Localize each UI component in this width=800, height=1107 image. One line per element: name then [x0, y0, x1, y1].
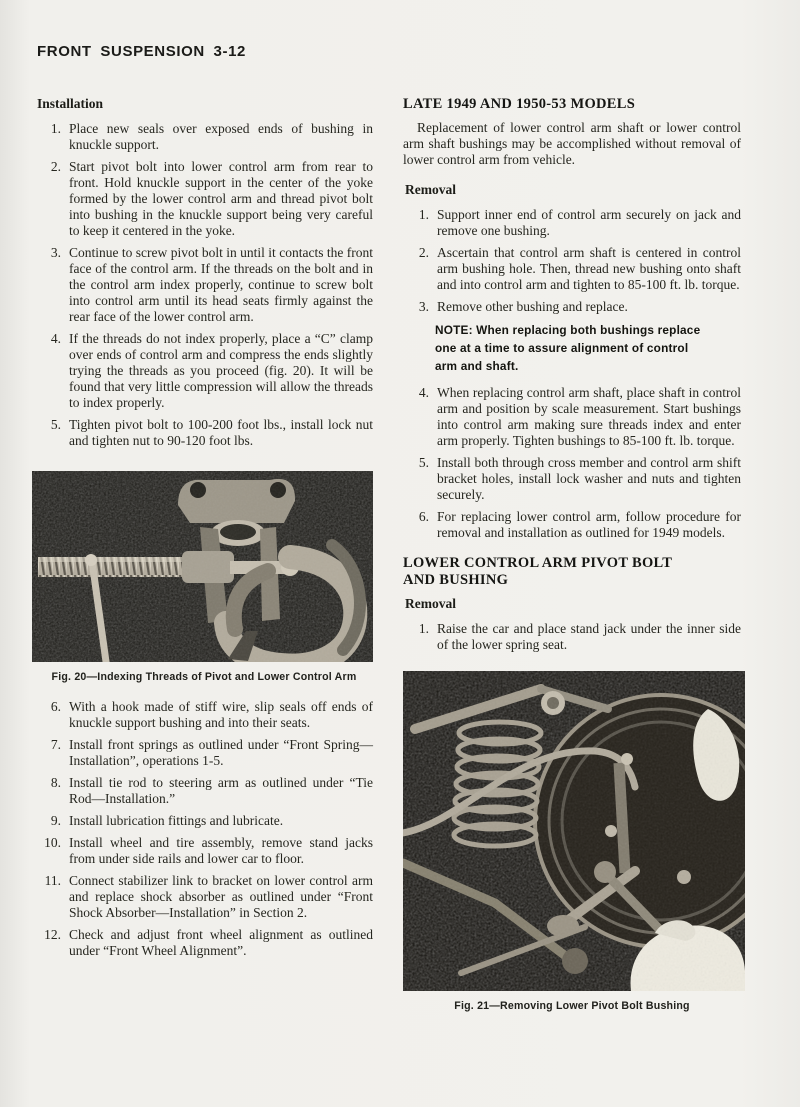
step-number: 1. — [50, 121, 61, 136]
step-text: Ascertain that control arm shaft is centered in control arm bushing hole. Then, thread new bushing onto shaft and into control arm and tighten to 85-100 ft. lb. torque. — [437, 245, 741, 292]
removal-step-2 — [403, 245, 741, 293]
step-text: Install wheel and tire assembly, remove stand jacks from under side rails and lower car to floor. — [69, 835, 373, 866]
page-header: FRONT SUSPENSION 3-12 — [37, 43, 246, 60]
step-text: Install lubrication fittings and lubricate. — [69, 813, 284, 828]
step-text: When replacing control arm shaft, place shaft in control arm and position by scale measurement. Start bushings into control arm making sure threads index and enter arm properly. Tighten bushings to 85-100 ft. lb. torque. — [437, 385, 741, 448]
installation-step-6 — [35, 699, 373, 731]
installation-step-12 — [35, 927, 373, 959]
step-text: Connect stabilizer link to bracket on lower control arm and replace shock absorber as outlined under “Front Shock Absorber—Installation” in Section 2. — [69, 873, 373, 920]
step-text: Tighten pivot bolt to 100-200 foot lbs., install lock nut and tighten nut to 90-120 foot lbs. — [69, 417, 373, 448]
step-text: Install both through cross member and control arm shift bracket holes, install lock washer and nuts and tighten securely. — [437, 455, 741, 502]
note-block: NOTE: When replacing both bushings replace one at a time to assure alignment of control arm and shaft. — [435, 323, 701, 373]
step-text: For replacing lower control arm, follow procedure for removal and installation as outlined for 1949 models. — [437, 509, 741, 540]
step-number: 10. — [44, 835, 61, 850]
step-number: 8. — [50, 775, 61, 790]
removal-step-6 — [403, 509, 741, 541]
installation-step-5 — [35, 417, 373, 449]
step-number: 1. — [418, 207, 429, 222]
left-column — [35, 96, 373, 965]
pivot-bolt-heading-line1: LOWER CONTROL ARM PIVOT BOLT — [403, 555, 673, 571]
figure-20-caption: Fig. 20—Indexing Threads of Pivot and Lower Control Arm — [51, 671, 357, 683]
installation-step-7 — [35, 737, 373, 769]
figure-21-photo — [403, 671, 745, 991]
pivot-removal-step-1 — [403, 621, 741, 653]
installation-heading: Installation — [37, 96, 104, 111]
installation-step-4 — [35, 331, 373, 411]
step-number: 6. — [50, 699, 61, 714]
step-number: 6. — [418, 509, 429, 524]
step-number: 3. — [418, 299, 429, 314]
removal-step-4 — [403, 385, 741, 449]
step-text: Start pivot bolt into lower control arm from rear to front. Hold knuckle support in the center of the yoke formed by the lower control arm and thread pivot bolt into bushing in the knuckle support being very careful to keep it centered in the yoke. — [69, 159, 373, 238]
step-number: 4. — [50, 331, 61, 346]
pivot-removal-heading: Removal — [405, 596, 456, 611]
installation-step-11 — [35, 873, 373, 921]
step-text: With a hook made of stiff wire, slip seals off ends of knuckle support bushing and into their seats. — [69, 699, 373, 730]
installation-step-3 — [35, 245, 373, 325]
step-text: Support inner end of control arm securely on jack and remove one bushing. — [437, 207, 741, 238]
step-number: 11. — [44, 873, 61, 888]
step-text: Install front springs as outlined under “Front Spring—Installation”, operations 1-5. — [69, 737, 373, 768]
step-number: 5. — [50, 417, 61, 432]
step-text: Remove other bushing and replace. — [437, 299, 628, 314]
step-text: Place new seals over exposed ends of bushing in knuckle support. — [69, 121, 373, 152]
step-number: 1. — [418, 621, 429, 636]
pivot-bolt-heading — [403, 555, 741, 589]
figure-20 — [35, 471, 373, 683]
step-number: 7. — [50, 737, 61, 752]
models-heading: LATE 1949 AND 1950-53 MODELS — [403, 96, 636, 112]
step-number: 5. — [418, 455, 429, 470]
step-number: 4. — [418, 385, 429, 400]
models-intro-paragraph: Replacement of lower control arm shaft or lower control arm shaft bushings may be accomplished without removal of lower control arm from vehicle. — [403, 120, 741, 167]
step-text: Continue to screw pivot bolt in until it contacts the front face of the control arm. If the threads on the bolt and in the control arm index properly, continue to screw bolt into control arm until its head seats firmly against the rear face of the lower control arm. — [69, 245, 373, 324]
installation-step-2 — [35, 159, 373, 239]
pivot-bolt-heading-line2: AND BUSHING — [403, 572, 509, 588]
removal-heading: Removal — [405, 182, 456, 197]
step-text: Check and adjust front wheel alignment as outlined under “Front Wheel Alignment”. — [69, 927, 373, 958]
figure-21 — [403, 671, 741, 1012]
step-number: 9. — [50, 813, 61, 828]
removal-step-5 — [403, 455, 741, 503]
figure-21-caption: Fig. 21—Removing Lower Pivot Bolt Bushing — [454, 1000, 690, 1012]
right-column — [403, 96, 741, 1012]
installation-step-10 — [35, 835, 373, 867]
step-text: Install tie rod to steering arm as outlined under “Tie Rod—Installation.” — [69, 775, 373, 806]
step-text: If the threads do not index properly, place a “C” clamp over ends of control arm and compress the ends slightly trying the threads as you proceed (fig. 20). It will be found that very little compression will allow the threads to index properly. — [69, 331, 373, 410]
step-text: Raise the car and place stand jack under the inner side of the lower spring seat. — [437, 621, 741, 652]
step-number: 2. — [50, 159, 61, 174]
step-number: 12. — [44, 927, 61, 942]
removal-step-1 — [403, 207, 741, 239]
installation-step-8 — [35, 775, 373, 807]
installation-step-1 — [35, 121, 373, 153]
step-number: 2. — [418, 245, 429, 260]
installation-step-9 — [35, 813, 373, 829]
removal-step-3 — [403, 299, 741, 315]
step-number: 3. — [50, 245, 61, 260]
figure-20-photo — [32, 471, 373, 662]
